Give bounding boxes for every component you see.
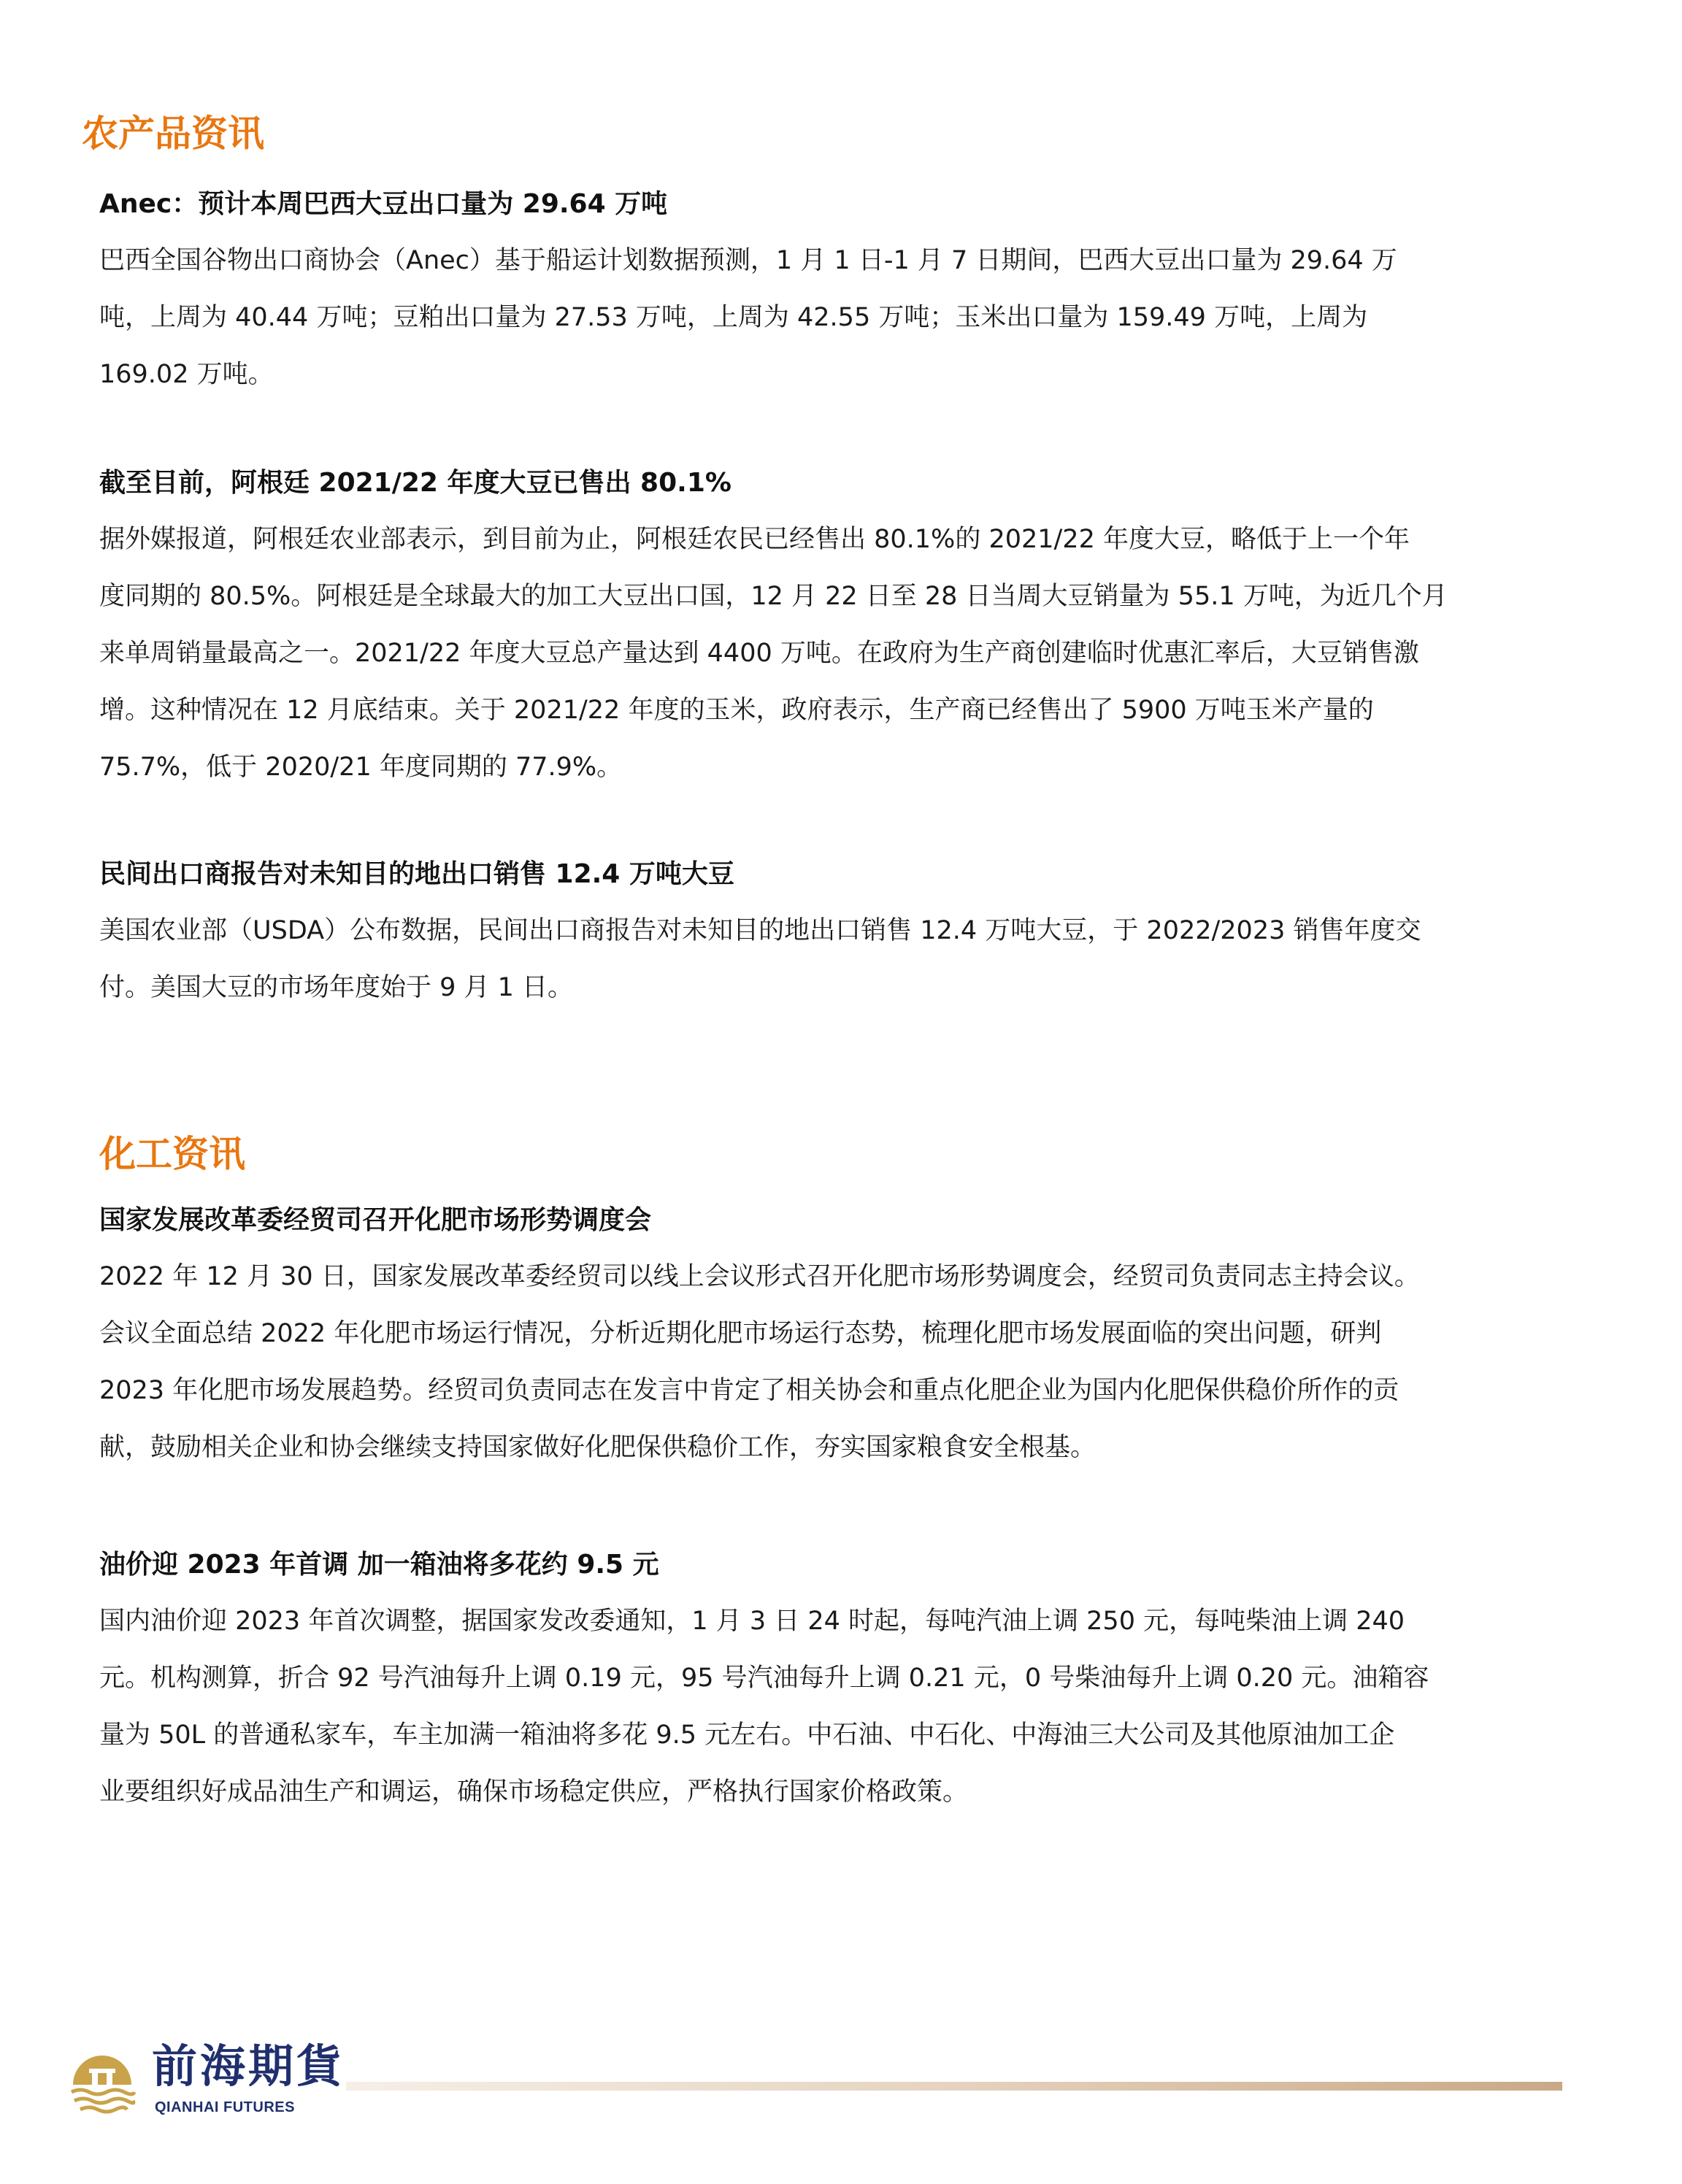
body-line: 元。机构测算，折合 92 号汽油每升上调 0.19 元，95 号汽油每升上调 0.21 元，0 号柴油每升上调 0.20 元。油箱容 bbox=[99, 1664, 1429, 1693]
section-title-chemical: 化工资讯 bbox=[99, 1133, 245, 1175]
body-line: 据外媒报道，阿根廷农业部表示，到目前为止，阿根廷农民已经售出 80.1%的 2021/22 年度大豆，略低于上一个年 bbox=[99, 525, 1410, 554]
article-title: Anec：预计本周巴西大豆出口量为 29.64 万吨 bbox=[99, 189, 668, 219]
body-line: 来单周销量最高之一。2021/22 年度大豆总产量达到 4400 万吨。在政府为生产商创建临时优惠汇率后，大豆销售激 bbox=[99, 639, 1419, 668]
article-title: 油价迎 2023 年首调 加一箱油将多花约 9.5 元 bbox=[99, 1550, 659, 1580]
article-oil-price bbox=[99, 1537, 1559, 1820]
article-body bbox=[99, 1593, 1559, 1820]
body-line: 献，鼓励相关企业和协会继续支持国家做好化肥保供稳价工作，夯实国家粮食安全根基。 bbox=[99, 1433, 1097, 1462]
logo-english-name: QIANHAI FUTURES bbox=[155, 2099, 295, 2115]
article-anec bbox=[99, 177, 1559, 403]
article-title: 国家发展改革委经贸司召开化肥市场形势调度会 bbox=[99, 1205, 652, 1235]
body-line: 2023 年化肥市场发展趋势。经贸司负责同志在发言中肯定了相关协会和重点化肥企业为国内化肥保供稳价所作的贡 bbox=[99, 1376, 1399, 1405]
article-usda-export bbox=[99, 847, 1559, 1016]
qianhai-logo-icon bbox=[66, 2047, 139, 2120]
body-line: 度同期的 80.5%。阿根廷是全球最大的加工大豆出口国，12 月 22 日至 28 日当周大豆销量为 55.1 万吨，为近几个月 bbox=[99, 582, 1448, 611]
body-line: 169.02 万吨。 bbox=[99, 360, 274, 389]
section-title-agriculture: 农产品资讯 bbox=[82, 112, 264, 155]
body-line: 75.7%，低于 2020/21 年度同期的 77.9%。 bbox=[99, 753, 623, 782]
footer-divider bbox=[346, 2082, 1562, 2091]
article-title: 民间出口商报告对未知目的地出口销售 12.4 万吨大豆 bbox=[99, 859, 734, 889]
body-line: 国内油价迎 2023 年首次调整，据国家发改委通知，1 月 3 日 24 时起，每吨汽油上调 250 元，每吨柴油上调 240 bbox=[99, 1607, 1405, 1636]
body-line: 吨，上周为 40.44 万吨；豆粕出口量为 27.53 万吨，上周为 42.55 万吨；玉米出口量为 159.49 万吨，上周为 bbox=[99, 303, 1368, 332]
body-line: 增。这种情况在 12 月底结束。关于 2021/22 年度的玉米，政府表示，生产商已经售出了 5900 万吨玉米产量的 bbox=[99, 696, 1374, 725]
body-line: 2022 年 12 月 30 日，国家发展改革委经贸司以线上会议形式召开化肥市场形势调度会，经贸司负责同志主持会议。 bbox=[99, 1262, 1420, 1291]
body-line: 量为 50L 的普通私家车，车主加满一箱油将多花 9.5 元左右。中石油、中石化、中海油三大公司及其他原油加工企 bbox=[99, 1720, 1395, 1750]
article-fertilizer-meeting bbox=[99, 1193, 1559, 1476]
body-line: 巴西全国谷物出口商协会（Anec）基于船运计划数据预测，1 月 1 日-1 月 7 日期间，巴西大豆出口量为 29.64 万 bbox=[99, 246, 1397, 275]
article-body bbox=[99, 902, 1559, 1016]
article-argentina-soybean bbox=[99, 455, 1559, 796]
body-line: 美国农业部（USDA）公布数据，民间出口商报告对未知目的地出口销售 12.4 万吨大豆，于 2022/2023 销售年度交 bbox=[99, 916, 1421, 945]
page-footer bbox=[61, 2037, 1565, 2131]
article-body bbox=[99, 232, 1559, 403]
article-body bbox=[99, 511, 1559, 796]
body-line: 业要组织好成品油生产和调运，确保市场稳定供应，严格执行国家价格政策。 bbox=[99, 1777, 969, 1807]
logo-chinese-name: 前海期貨 bbox=[152, 2039, 345, 2093]
body-line: 会议全面总结 2022 年化肥市场运行情况，分析近期化肥市场运行态势，梳理化肥市场发展面临的突出问题，研判 bbox=[99, 1319, 1382, 1348]
article-title: 截至目前，阿根廷 2021/22 年度大豆已售出 80.1% bbox=[99, 468, 731, 498]
body-line: 付。美国大豆的市场年度始于 9 月 1 日。 bbox=[99, 973, 574, 1002]
article-body bbox=[99, 1248, 1559, 1476]
